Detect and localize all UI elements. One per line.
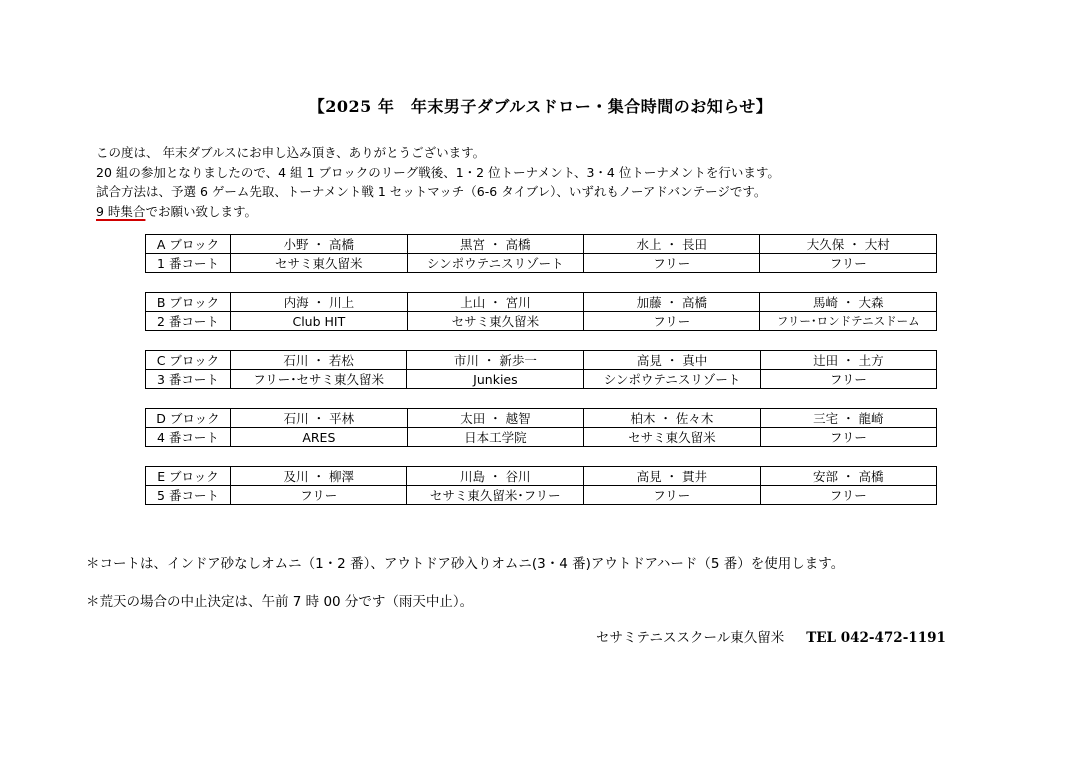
club-cell: フリー: [760, 486, 936, 505]
pair-cell: 加藤 ・ 高橋: [584, 293, 760, 312]
intro-line-4-rest: でお願い致します。: [145, 203, 257, 219]
pair-cell: 大久保 ・ 大村: [760, 235, 937, 254]
footer-contact: [596, 626, 946, 646]
pairs-row: [146, 467, 937, 486]
phone-number: TEL 042-472-1191: [806, 630, 946, 646]
club-cell: フリー: [584, 486, 760, 505]
pair-cell: 上山 ・ 宮川: [407, 293, 583, 312]
club-cell: フリー･ロンドテニスドーム: [760, 312, 937, 331]
block-label: A ブロック: [146, 235, 231, 254]
pair-cell: 石川 ・ 若松: [230, 351, 406, 370]
club-cell: セサミ東久留米･フリー: [407, 486, 584, 505]
pair-cell: 柏木 ・ 佐々木: [584, 409, 761, 428]
block-table-a: [145, 234, 937, 273]
club-cell: フリー: [760, 370, 936, 389]
block-table-c: [145, 350, 937, 389]
block-table-d: [145, 408, 937, 447]
pair-cell: 水上 ・ 長田: [583, 235, 759, 254]
clubs-row: [146, 428, 937, 447]
club-cell: フリー: [584, 312, 760, 331]
club-cell: フリー: [760, 428, 936, 447]
club-cell: セサミ東久留米: [231, 254, 407, 273]
pair-cell: 辻田 ・ 土方: [760, 351, 936, 370]
pairs-row: [146, 409, 937, 428]
intro-line-3: 試合方法は、予選 6 ゲーム先取、トーナメント戦 1 セットマッチ（6-6 タイブレ）、いずれもノーアドバンテージです。: [96, 184, 767, 199]
pairs-row: [146, 235, 937, 254]
block-label: B ブロック: [146, 293, 231, 312]
page-title: 【2025 年 年末男子ダブルスドロー・集合時間のお知らせ】: [308, 97, 773, 116]
weather-cancellation-note: ＊荒天の場合の中止決定は、午前 7 時 00 分です（雨天中止）。: [86, 594, 474, 610]
clubs-row: [146, 370, 937, 389]
court-label: 3 番コート: [146, 370, 231, 389]
court-label: 2 番コート: [146, 312, 231, 331]
meeting-time-emphasis: 9 時集合: [96, 203, 146, 219]
club-cell: シンポウテニスリゾート: [584, 370, 760, 389]
block-label: E ブロック: [146, 467, 231, 486]
court-label: 1 番コート: [146, 254, 231, 273]
club-cell: シンポウテニスリゾート: [407, 254, 583, 273]
intro-line-1: この度は、 年末ダブルスにお申し込み頂き、ありがとうございます。: [96, 145, 486, 160]
school-name: セサミテニススクール東久留米: [596, 630, 785, 646]
court-label: 4 番コート: [146, 428, 231, 447]
pair-cell: 馬崎 ・ 大森: [760, 293, 937, 312]
court-surface-note: ＊コートは、インドア砂なしオムニ（1・2 番）、アウトドア砂入りオムニ(3・4 番)アウトドアハード（5 番）を使用します。: [86, 556, 845, 572]
pair-cell: 太田 ・ 越智: [407, 409, 583, 428]
club-cell: 日本工学院: [407, 428, 583, 447]
block-label: C ブロック: [146, 351, 231, 370]
club-cell: ARES: [230, 428, 407, 447]
pair-cell: 川島 ・ 谷川: [407, 467, 584, 486]
block-table-b: [145, 292, 937, 331]
pair-cell: 及川 ・ 柳澤: [231, 467, 407, 486]
clubs-row: [146, 312, 937, 331]
pairs-row: [146, 351, 937, 370]
club-cell: セサミ東久留米: [584, 428, 761, 447]
club-cell: フリー･セサミ東久留米: [230, 370, 406, 389]
court-label: 5 番コート: [146, 486, 231, 505]
pair-cell: 市川 ・ 新歩一: [407, 351, 584, 370]
pair-cell: 三宅 ・ 龍崎: [760, 409, 936, 428]
block-label: D ブロック: [146, 409, 231, 428]
club-cell: Club HIT: [230, 312, 407, 331]
pair-cell: 高見 ・ 真中: [584, 351, 760, 370]
block-table-e: [145, 466, 937, 505]
club-cell: Junkies: [407, 370, 584, 389]
intro-line-4: [96, 202, 780, 222]
pair-cell: 小野 ・ 高橋: [231, 235, 407, 254]
clubs-row: [146, 486, 937, 505]
pair-cell: 安部 ・ 高橋: [760, 467, 936, 486]
intro-line-2: 20 組の参加となりましたので、4 組 1 ブロックのリーグ戦後、1・2 位トーナメント、3・4 位トーナメントを行います。: [96, 164, 780, 180]
pair-cell: 黒宮 ・ 高橋: [407, 235, 583, 254]
club-cell: フリー: [231, 486, 407, 505]
pairs-row: [146, 293, 937, 312]
pair-cell: 内海 ・ 川上: [230, 293, 407, 312]
clubs-row: [146, 254, 937, 273]
intro-text: [96, 143, 780, 221]
pair-cell: 石川 ・ 平林: [230, 409, 407, 428]
club-cell: フリー: [760, 254, 937, 273]
club-cell: セサミ東久留米: [407, 312, 583, 331]
pair-cell: 高見 ・ 貫井: [584, 467, 760, 486]
club-cell: フリー: [583, 254, 759, 273]
